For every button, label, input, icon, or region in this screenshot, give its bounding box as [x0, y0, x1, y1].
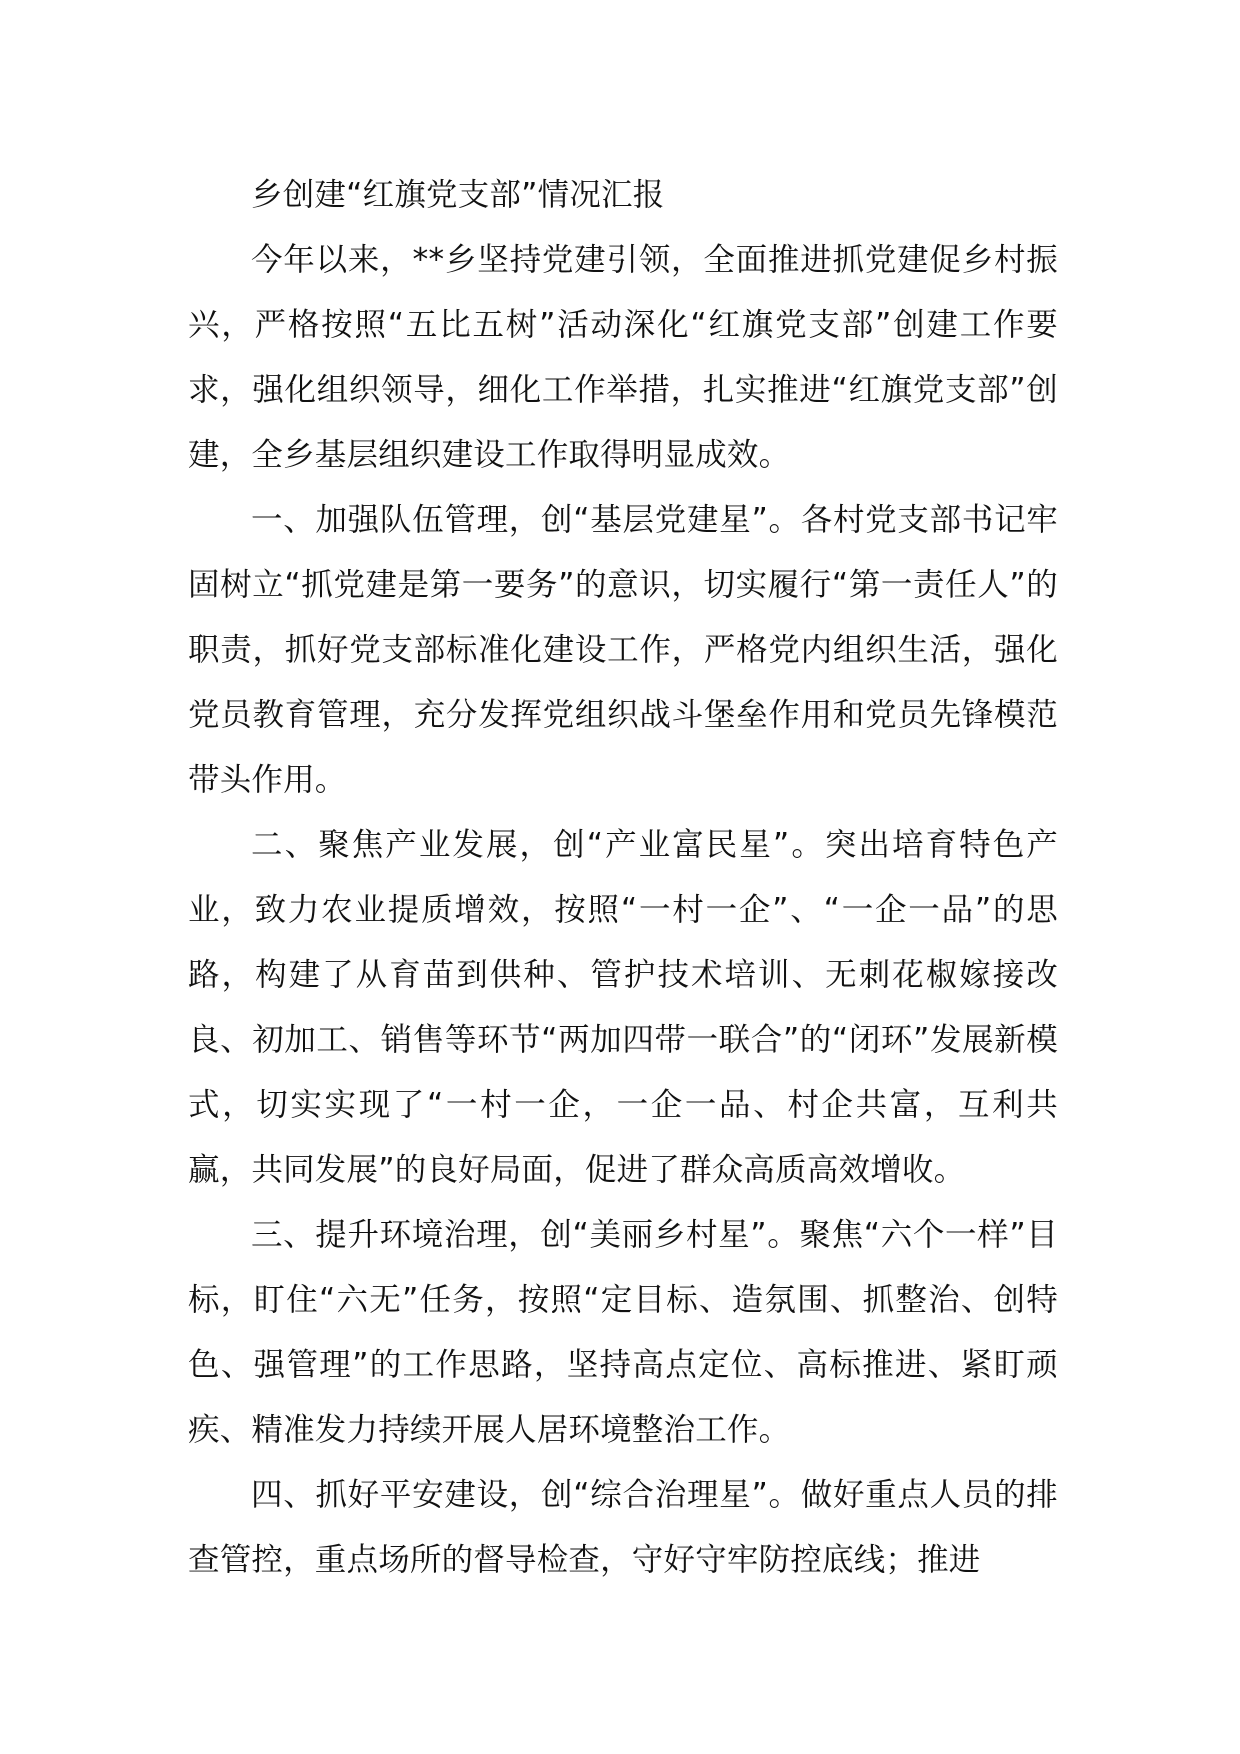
paragraph-section-1: 一、加强队伍管理，创“基层党建星”。各村党支部书记牢固树立“抓党建是第一要务”的意识，切实履行“第一责任人”的职责，抓好党支部标准化建设工作，严格党内组织生活，强化党员教育管理，充分发挥党组织战斗堡垒作用和党员先锋模范带头作用。	[188, 502, 1058, 798]
document-title: 乡创建“红旗党支部”情况汇报	[251, 177, 665, 213]
paragraph-section-2: 二、聚焦产业发展，创“产业富民星”。突出培育特色产业，致力农业提质增效，按照“一村一企”、“一企一品”的思路，构建了从育苗到供种、管护技术培训、无刺花椒嫁接改良、初加工、销售等环节“两加四带一联合”的“闭环”发展新模式，切实实现了“一村一企，一企一品、村企共富，互利共赢，共同发展”的良好局面，促进了群众高质高效增收。	[188, 827, 1058, 1188]
paragraph-section-4: 四、抓好平安建设，创“综合治理星”。做好重点人员的排查管控，重点场所的督导检查，守好守牢防控底线；推进	[188, 1477, 1058, 1578]
paragraph-section-3: 三、提升环境治理，创“美丽乡村星”。聚焦“六个一样”目标，盯住“六无”任务，按照“定目标、造氛围、抓整治、创特色、强管理”的工作思路，坚持高点定位、高标推进、紧盯顽疾、精准发力持续开展人居环境整治工作。	[188, 1217, 1058, 1448]
document-body	[188, 163, 1058, 1593]
paragraph-intro: 今年以来，**乡坚持党建引领，全面推进抓党建促乡村振兴，严格按照“五比五树”活动深化“红旗党支部”创建工作要求，强化组织领导，细化工作举措，扎实推进“红旗党支部”创建，全乡基层组织建设工作取得明显成效。	[188, 242, 1058, 473]
